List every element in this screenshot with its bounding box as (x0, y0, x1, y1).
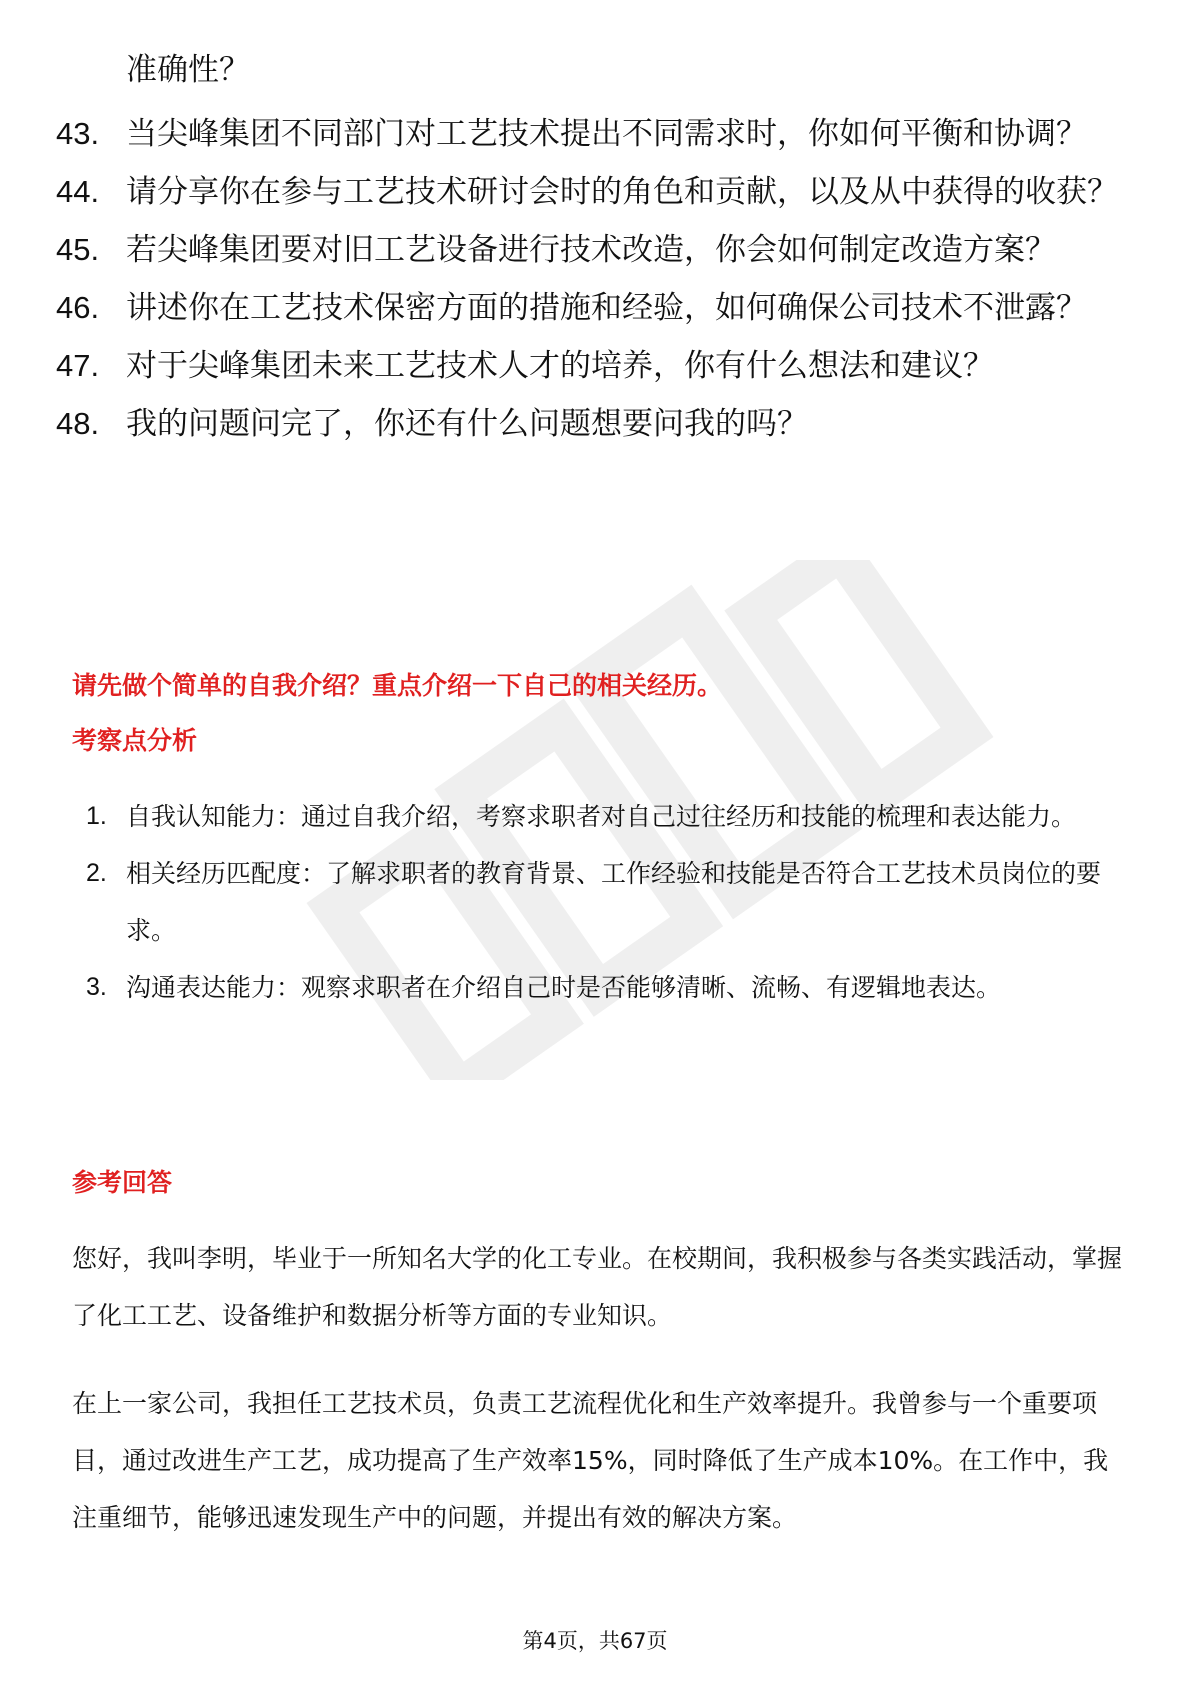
question-item-43 (56, 112, 1126, 156)
question-continuation: 准确性？ (126, 52, 250, 88)
point-text: 沟通表达能力：观察求职者在介绍自己时是否能够清晰、流畅、有逻辑地表达。 (126, 973, 1002, 1002)
analysis-point (86, 788, 1126, 845)
point-number: 2. (86, 859, 107, 887)
question-text: 讲述你在工艺技术保密方面的措施和经验，如何确保公司技术不泄露？ (126, 290, 1087, 326)
answer-paragraph: 您好，我叫李明，毕业于一所知名大学的化工专业。在校期间，我积极参与各类实践活动，掌握了化工工艺、设备维护和数据分析等方面的专业知识。 (72, 1244, 1123, 1330)
question-number: 43. (56, 116, 100, 151)
question-number: 44. (56, 174, 100, 209)
point-text: 相关经历匹配度：了解求职者的教育背景、工作经验和技能是否符合工艺技术员岗位的要求。 (126, 859, 1102, 945)
question-number: 48. (56, 406, 100, 441)
section-question-heading: 请先做个简单的自我介绍？重点介绍一下自己的相关经历。 (72, 671, 723, 700)
question-item-44 (56, 170, 1126, 214)
question-text: 请分享你在参与工艺技术研讨会时的角色和贡献，以及从中获得的收获？ (126, 174, 1118, 210)
analysis-heading: 考察点分析 (72, 726, 198, 755)
point-number: 1. (86, 802, 107, 830)
question-list (56, 112, 1126, 460)
answer-heading: 参考回答 (72, 1168, 173, 1197)
question-text: 对于尖峰集团未来工艺技术人才的培养，你有什么想法和建议？ (126, 348, 994, 384)
question-text: 若尖峰集团要对旧工艺设备进行技术改造，你会如何制定改造方案？ (126, 232, 1056, 268)
answer-paragraph: 在上一家公司，我担任工艺技术员，负责工艺流程优化和生产效率提升。我曾参与一个重要项目，通过改进生产工艺，成功提高了生产效率15%，同时降低了生产成本10%。在工作中，我注重细节，能够迅速发现生产中的问题，并提出有效的解决方案。 (72, 1389, 1109, 1532)
point-text: 自我认知能力：通过自我介绍，考察求职者对自己过往经历和技能的梳理和表达能力。 (126, 802, 1077, 831)
question-number: 47. (56, 348, 100, 383)
question-number: 45. (56, 232, 100, 267)
page-footer: 第4页，共67页 (522, 1629, 668, 1653)
question-item-47 (56, 344, 1126, 388)
question-text: 当尖峰集团不同部门对工艺技术提出不同需求时，你如何平衡和协调？ (126, 116, 1087, 152)
analysis-points (86, 788, 1126, 1016)
question-text: 我的问题问完了，你还有什么问题想要问我的吗？ (126, 406, 808, 442)
question-number: 46. (56, 290, 100, 325)
analysis-point (86, 959, 1126, 1016)
question-item-46 (56, 286, 1126, 330)
question-item-45 (56, 228, 1126, 272)
analysis-point (86, 845, 1126, 959)
point-number: 3. (86, 973, 107, 1001)
question-item-48 (56, 402, 1126, 446)
